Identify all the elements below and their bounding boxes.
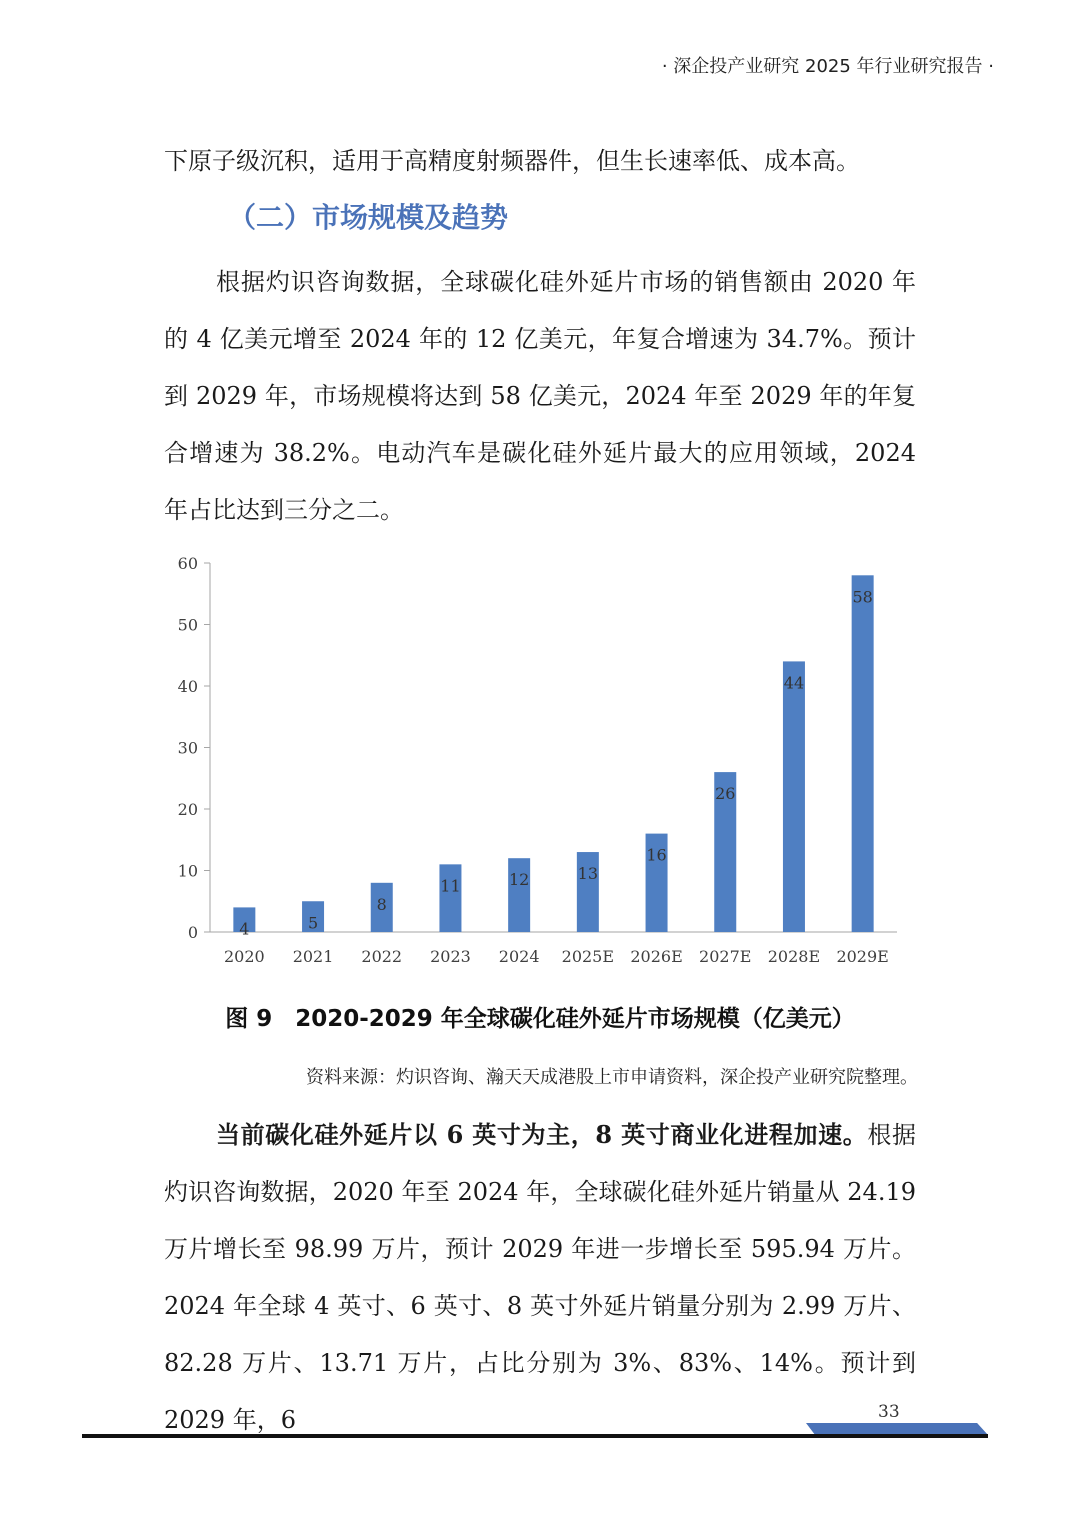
- x-tick-label: 2028E: [767, 947, 821, 966]
- paragraph-lead-bold: 当前碳化硅外延片以 6 英寸为主，8 英寸商业化进程加速。: [216, 1120, 868, 1149]
- data-label: 11: [440, 876, 461, 896]
- bar-chart: [160, 545, 920, 985]
- y-tick-label: 60: [177, 554, 198, 573]
- bar: [439, 864, 461, 932]
- x-tick-label: 2029E: [836, 947, 889, 966]
- data-label: 8: [376, 894, 387, 914]
- section-title: （二）市场规模及趋势: [228, 201, 509, 234]
- y-tick-label: 20: [177, 800, 198, 819]
- x-tick-label: 2021: [292, 947, 334, 966]
- x-tick-label: 2025E: [561, 947, 615, 966]
- paragraph-market-size: 根据灼识咨询数据，全球碳化硅外延片市场的销售额由 2020 年的 4 亿美元增至 2024 年的 12 亿美元，年复合增速为 34.7%。预计到 2029 年，市场规模将达到 58 亿美元，2024 年至 2029 年的年复合增速为 38.2%。电动汽车是碳化硅外延片最大的应用领域，2024 年占比达到三分之二。: [164, 268, 916, 524]
- data-label: 26: [715, 784, 736, 804]
- y-tick-label: 40: [177, 677, 198, 696]
- x-tick-label: 2027E: [699, 947, 752, 966]
- x-tick-label: 2026E: [630, 947, 683, 966]
- x-tick-label: 2024: [498, 947, 540, 966]
- x-tick-label: 2020: [223, 947, 265, 966]
- y-tick-label: 0: [187, 923, 198, 942]
- running-header: · 深企投产业研究 2025 年行业研究报告 ·: [661, 56, 994, 77]
- data-label: 4: [239, 919, 250, 939]
- y-tick-label: 10: [177, 861, 198, 881]
- bar: [852, 575, 874, 932]
- figure-source: 资料来源：灼识咨询、瀚天天成港股上市申请资料，深企投产业研究院整理。: [306, 1067, 918, 1088]
- paragraph-continuation: 下原子级沉积，适用于高精度射频器件，但生长速率低、成本高。: [164, 147, 860, 175]
- y-tick-label: 30: [177, 738, 198, 758]
- data-label: 44: [783, 673, 805, 693]
- data-label: 13: [577, 864, 599, 884]
- data-label: 58: [852, 587, 873, 607]
- x-tick-label: 2023: [430, 947, 471, 966]
- paragraph-wafer-size: [164, 1106, 916, 1449]
- paragraph-body: 根据灼识咨询数据，2020 年至 2024 年，全球碳化硅外延片销量从 24.19 万片增长至 98.99 万片，预计 2029 年进一步增长至 595.94 万片。2024 年全球 4 英寸、6 英寸、8 英寸外延片销量分别为 2.99 万片、82.28 万片、13.71 万片，占比分别为 3%、83%、14%。预计到 2029 年，6: [164, 1121, 917, 1434]
- x-tick-label: 2022: [361, 947, 403, 966]
- figure-caption: 图 9 2020-2029 年全球碳化硅外延片市场规模（亿美元）: [225, 1006, 855, 1032]
- data-label: 12: [508, 870, 530, 890]
- y-tick-label: 50: [177, 615, 198, 635]
- bar: [783, 661, 805, 932]
- data-label: 16: [646, 845, 667, 865]
- footer-rule: [82, 1434, 988, 1438]
- data-label: 5: [307, 913, 319, 933]
- page-number: 33: [878, 1402, 900, 1422]
